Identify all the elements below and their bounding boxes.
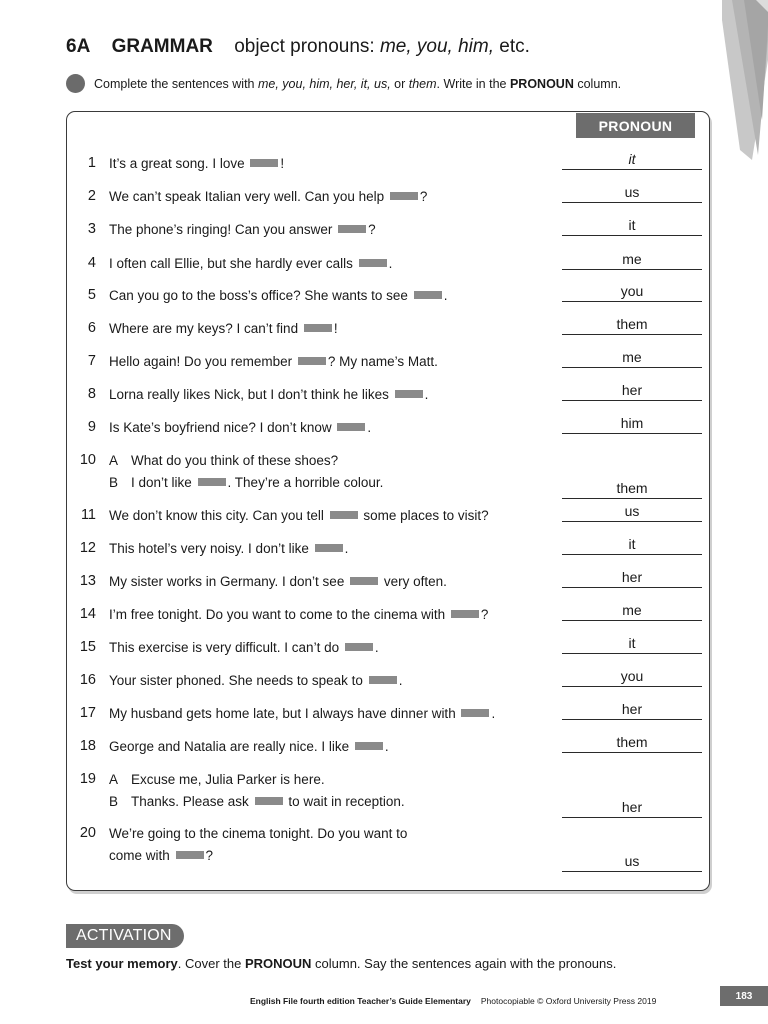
blank-gap [355, 742, 383, 750]
answer-text: you [620, 668, 644, 684]
item-number: 11 [80, 507, 96, 523]
answer-field[interactable] [562, 668, 702, 687]
sentence-text: some places to visit? [359, 508, 489, 523]
answer-text: you [620, 283, 644, 299]
sentence-line [109, 607, 488, 622]
topic-italic: me, you, him, [379, 36, 494, 57]
blank-gap [304, 324, 332, 332]
sentence-text: What do you think of these shoes? [131, 453, 339, 468]
sentence-line [109, 256, 392, 271]
answer-field[interactable] [562, 349, 702, 368]
sentence-text: to wait in reception. [284, 794, 405, 809]
sentence-text: I don’t like [131, 475, 196, 490]
answer-field[interactable] [562, 569, 702, 588]
blank-gap [250, 159, 278, 167]
sentence-text: . [491, 706, 496, 721]
answer-field[interactable] [562, 251, 702, 270]
answer-text: me [622, 602, 642, 618]
sentence-text: very often. [380, 574, 447, 589]
sentence-text: . [344, 541, 349, 556]
answer-text: it [628, 536, 636, 552]
answer-field[interactable] [562, 184, 702, 203]
sentence-text: . [374, 640, 379, 655]
item-number: 13 [79, 573, 96, 589]
answer-field[interactable] [562, 701, 702, 720]
item-number: 15 [79, 639, 96, 655]
topic-suffix: etc. [494, 36, 530, 57]
blank-gap [330, 511, 358, 519]
sentence-line [109, 321, 338, 336]
blank-gap [350, 577, 378, 585]
item-number: 14 [79, 606, 96, 622]
exercise-item [66, 415, 706, 455]
instruction-post: column. [573, 76, 622, 91]
sentence-text: The phone’s ringing! Can you answer [109, 222, 337, 237]
answer-field[interactable] [562, 382, 702, 401]
blank-gap [337, 423, 365, 431]
answer-text: her [621, 701, 643, 717]
answer-text: me [622, 349, 642, 365]
sentence-text: ! [280, 156, 285, 171]
item-number: 1 [87, 155, 96, 171]
footer [250, 996, 656, 1006]
blank-gap [345, 643, 373, 651]
sentence-line [109, 156, 284, 171]
sentence-text: This hotel’s very noisy. I don’t like [109, 541, 313, 556]
sentence-line [109, 508, 489, 523]
sentence-text: . [384, 739, 389, 754]
sentence-text: ? [368, 222, 376, 237]
answer-text: it [628, 635, 636, 651]
speaker-label: A [109, 772, 119, 787]
blank-gap [395, 390, 423, 398]
sentence-line [109, 826, 407, 841]
answer-field[interactable] [562, 480, 702, 499]
instruction-pronouns: me, you, him, her, it, us, [257, 76, 391, 91]
sentence-text: We’re going to the cinema tonight. Do you want to [109, 826, 408, 841]
item-number: 12 [79, 540, 96, 556]
activation-label: ACTIVATION [66, 924, 184, 948]
sentence-text: Thanks. Please ask [131, 794, 253, 809]
blank-gap [451, 610, 479, 618]
answer-field[interactable] [562, 853, 702, 872]
answer-text: us [624, 853, 640, 869]
blank-gap [315, 544, 343, 552]
sentence-text: Hello again! Do you remember [109, 354, 296, 369]
item-number: 17 [79, 705, 96, 721]
activation-bold: Test your memory [66, 956, 178, 971]
answer-text: her [621, 799, 643, 815]
answer-text: him [620, 415, 644, 431]
exercise-item [66, 734, 706, 774]
exercise-item [66, 825, 706, 883]
sentence-text: This exercise is very difficult. I can’t do [109, 640, 343, 655]
sentence-line [109, 387, 428, 402]
answer-text: her [621, 382, 643, 398]
item-number: 3 [87, 221, 96, 237]
item-number: 20 [79, 825, 96, 841]
sentence-line [109, 222, 376, 237]
footer-copyright: Photocopiable © Oxford University Press 2019 [480, 996, 657, 1006]
answer-text: it [628, 151, 636, 167]
sentence-text: Excuse me, Julia Parker is here. [131, 772, 325, 787]
activation-mid: . Cover the [177, 956, 245, 971]
answer-field[interactable] [562, 415, 702, 434]
answer-text: me [622, 251, 642, 267]
instruction-them: them [408, 76, 437, 91]
section-name: GRAMMAR [111, 36, 213, 57]
sentence-text: My husband gets home late, but I always have dinner with [109, 706, 460, 721]
sentence-text: . [398, 673, 403, 688]
answer-field[interactable] [562, 536, 702, 555]
answer-field[interactable] [562, 316, 702, 335]
instruction-mid: . Write in the [436, 76, 510, 91]
answer-field[interactable] [562, 602, 702, 621]
sentence-text: We don’t know this city. Can you tell [109, 508, 328, 523]
blank-gap [198, 478, 226, 486]
blank-gap [369, 676, 397, 684]
answer-field[interactable] [562, 734, 702, 753]
sentence-line [109, 574, 447, 589]
speaker-label: B [109, 475, 119, 490]
item-number: 18 [79, 738, 96, 754]
sentence-text: Can you go to the boss’s office? She wants to see [109, 288, 412, 303]
answer-field[interactable] [562, 151, 702, 170]
sentence-text: . [424, 387, 429, 402]
sentence-line [109, 640, 379, 655]
sentence-line [109, 673, 402, 688]
answer-text: us [624, 503, 640, 519]
sentence-line [109, 772, 325, 787]
sentence-text: come with [109, 848, 174, 863]
sentence-line [109, 794, 405, 809]
sentence-text: It’s a great song. I love [109, 156, 249, 171]
answer-text: it [628, 217, 636, 233]
blank-gap [359, 259, 387, 267]
answer-text: them [616, 316, 648, 332]
item-number: 19 [79, 771, 96, 787]
sentence-text: ? [480, 607, 489, 622]
sentence-text: I often call Ellie, but she hardly ever calls [109, 256, 357, 271]
item-number: 8 [87, 386, 96, 402]
blank-gap [461, 709, 489, 717]
sentence-text: We can’t speak Italian very well. Can you help [109, 189, 388, 204]
answer-field[interactable] [562, 799, 702, 818]
pronoun-column-header: PRONOUN [576, 113, 695, 138]
sentence-text: ? [205, 848, 214, 863]
answer-text: us [624, 184, 640, 200]
sentence-text: . They’re a horrible colour. [227, 475, 384, 490]
item-number: 16 [79, 672, 96, 688]
unit-code: 6A [66, 36, 91, 57]
blank-gap [255, 797, 283, 805]
topic-prefix: object pronouns: [234, 36, 380, 57]
sentence-line [109, 288, 447, 303]
sentence-line [109, 706, 495, 721]
item-number: 6 [87, 320, 96, 336]
sentence-line [109, 420, 371, 435]
answer-text: them [616, 480, 648, 496]
instruction-pre: Complete the sentences with [94, 76, 258, 91]
bullet-icon [66, 74, 85, 93]
sentence-text: ! [333, 321, 338, 336]
sentence-text: ? My name’s Matt. [327, 354, 438, 369]
sentence-line [109, 739, 389, 754]
speaker-label: A [109, 453, 119, 468]
activation-text [66, 956, 616, 971]
instruction [66, 75, 621, 94]
sentence-text: . [367, 420, 372, 435]
sentence-text: . [443, 288, 448, 303]
page-number: 183 [720, 986, 768, 1006]
sentence-text: George and Natalia are really nice. I like [109, 739, 353, 754]
blank-gap [298, 357, 326, 365]
sentence-text: Where are my keys? I can’t find [109, 321, 302, 336]
item-number: 10 [79, 452, 96, 468]
answer-field[interactable] [562, 217, 702, 236]
sentence-line [109, 354, 438, 369]
exercise-item [66, 452, 706, 510]
sentence-text: Is Kate’s boyfriend nice? I don’t know [109, 420, 336, 435]
item-number: 9 [87, 419, 96, 435]
sentence-text: ? [419, 189, 428, 204]
sentence-text: . [388, 256, 393, 271]
sentence-text: My sister works in Germany. I don’t see [109, 574, 349, 589]
item-number: 5 [87, 287, 96, 303]
activation-post: column. Say the sentences again with the pronouns. [311, 956, 617, 971]
speaker-label: B [109, 794, 119, 809]
sentence-line [109, 848, 213, 863]
item-number: 2 [87, 188, 96, 204]
sentence-text: Your sister phoned. She needs to speak to [109, 673, 367, 688]
footer-book: English File fourth edition Teacher’s Guide Elementary [250, 996, 471, 1006]
sentence-text: I’m free tonight. Do you want to come to the cinema with [109, 607, 449, 622]
sentence-text: Lorna really likes Nick, but I don’t think he likes [109, 387, 393, 402]
sentence-line [109, 189, 427, 204]
sentence-line [109, 453, 338, 468]
topic [234, 36, 530, 57]
blank-gap [390, 192, 418, 200]
blank-gap [338, 225, 366, 233]
answer-field[interactable] [562, 283, 702, 302]
activation-column: PRONOUN [244, 956, 312, 971]
page-title [66, 36, 530, 58]
answer-text: her [621, 569, 643, 585]
exercise-item [66, 771, 706, 829]
answer-field[interactable] [562, 503, 702, 522]
answer-field[interactable] [562, 635, 702, 654]
item-number: 4 [87, 255, 96, 271]
blank-gap [176, 851, 204, 859]
instruction-or: or [390, 76, 409, 91]
sentence-line [109, 541, 348, 556]
corner-decoration [722, 0, 768, 160]
instruction-column: PRONOUN [509, 76, 574, 91]
sentence-line [109, 475, 383, 490]
blank-gap [414, 291, 442, 299]
answer-text: them [616, 734, 648, 750]
item-number: 7 [87, 353, 96, 369]
